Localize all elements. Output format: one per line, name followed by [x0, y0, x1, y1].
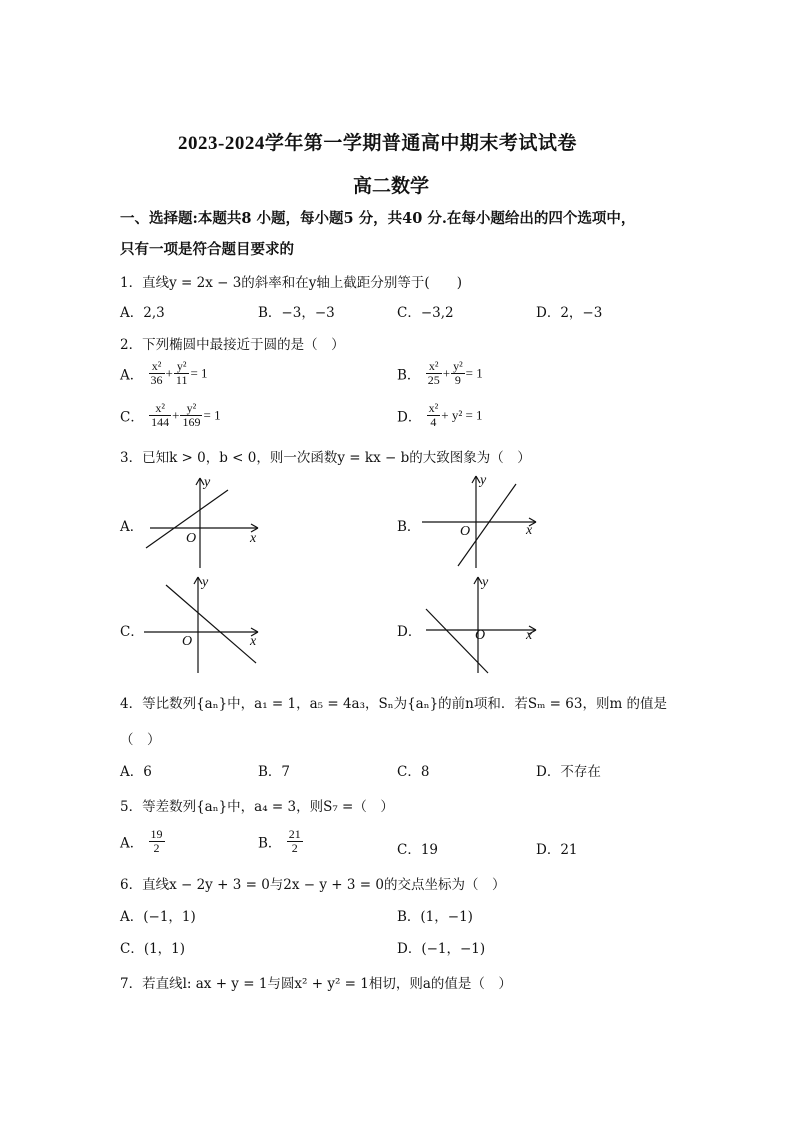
fraction [149, 360, 165, 387]
graph-d [418, 575, 548, 675]
question-5-option-d: D．21 [536, 842, 578, 858]
equation-rhs: = 1 [465, 365, 483, 381]
function-line [166, 585, 256, 663]
fraction [451, 360, 465, 387]
y-arrow [196, 478, 200, 485]
fraction [149, 828, 165, 855]
denominator: 11 [175, 373, 188, 387]
question-4-paren: （ ） [120, 732, 161, 748]
origin-label: O [475, 628, 486, 643]
question-3-label-b: B． [397, 519, 421, 535]
graph-b [418, 472, 548, 572]
plus-sign: + [442, 365, 451, 381]
option-label: A． [120, 367, 144, 384]
question-5-option-c: C．19 [397, 842, 439, 858]
y-axis-label: y [202, 575, 209, 590]
denominator: 36 [150, 373, 163, 387]
denominator: 169 [182, 415, 201, 429]
graph-a [140, 472, 270, 572]
question-1-stem: 1．直线y = 2x − 3的斜率和在y轴上截距分别等于( ) [120, 275, 462, 291]
numerator: x² [426, 360, 442, 374]
denominator: 144 [151, 415, 170, 429]
section-heading-line2: 只有一项是符合题目要求的 [120, 241, 294, 258]
fraction [287, 828, 303, 855]
question-4-stem: 4．等比数列{aₙ}中，a₁ = 1，a₅ = 4a₃，Sₙ为{aₙ}的前n项和．若Sₘ = 63，则m 的值是 [120, 696, 668, 712]
denominator: 2 [153, 841, 160, 855]
question-3-label-a: A． [120, 519, 144, 535]
question-7-stem: 7．若直线l: ax + y = 1与圆x² + y² = 1相切，则a的值是（ ） [120, 976, 512, 992]
x-axis-label: x [250, 634, 257, 649]
numerator: y² [180, 402, 202, 416]
graph-c [140, 575, 270, 675]
option-label: A． [120, 835, 144, 852]
y-axis-label: y [482, 575, 489, 590]
question-2-stem: 2．下列椭圆中最接近于圆的是（ ） [120, 337, 345, 353]
question-6-option-a: A．(−1，1) [120, 909, 196, 925]
fraction [174, 360, 190, 387]
question-4-option-d: D．不存在 [536, 764, 601, 780]
origin-label: O [182, 634, 193, 649]
option-label: B． [258, 835, 282, 852]
fraction [426, 360, 442, 387]
question-6-stem: 6．直线x − 2y + 3 = 0与2x − y + 3 = 0的交点坐标为（ ） [120, 877, 506, 893]
numerator: y² [453, 359, 463, 373]
option-label: C． [120, 409, 144, 426]
question-5-option-a [120, 828, 166, 855]
question-6-option-c: C．(1，1) [120, 941, 186, 957]
question-6-option-b: B．(1，−1) [397, 909, 473, 925]
denominator: 2 [291, 841, 298, 855]
fraction [427, 402, 441, 429]
question-5-option-b [258, 828, 304, 855]
page-title: 2023-2024学年第一学期普通高中期末考试试卷 [178, 133, 577, 154]
denominator: 9 [454, 373, 461, 387]
question-3-label-d: D． [397, 624, 422, 640]
denominator: 25 [427, 373, 440, 387]
numerator: 19 [150, 827, 163, 841]
y-arrow [472, 476, 476, 483]
numerator: x² [428, 401, 439, 415]
question-1-option-c: C．−3,2 [397, 305, 454, 321]
question-2-option-b [397, 360, 483, 387]
numerator: 21 [288, 827, 301, 841]
fraction [149, 402, 171, 429]
question-5-stem: 5．等差数列{aₙ}中，a₄ = 3，则S₇ =（ ） [120, 799, 394, 815]
equation-rhs: = 1 [190, 365, 208, 381]
y-arrow [474, 577, 478, 584]
numerator: x² [149, 360, 165, 374]
origin-label: O [460, 524, 471, 539]
question-4-option-c: C．8 [397, 764, 430, 780]
x-axis-label: x [250, 531, 257, 546]
equation-rhs: = 1 [203, 407, 221, 423]
question-2-option-c [120, 402, 221, 429]
question-1-option-a: A．2,3 [120, 305, 165, 321]
plus-sign: + [165, 365, 173, 381]
section-heading-line1: 一、选择题:本题共8 小题，每小题5 分，共40 分.在每小题给出的四个选项中， [120, 210, 636, 227]
numerator: x² [149, 402, 171, 416]
origin-label: O [186, 531, 197, 546]
question-4-option-a: A．6 [120, 764, 152, 780]
question-2-option-a [120, 360, 208, 387]
page-subtitle: 高二数学 [353, 175, 430, 197]
plus-sign: + [172, 407, 180, 423]
question-1-option-b: B．−3，−3 [258, 305, 335, 321]
y-axis-label: y [480, 473, 487, 488]
y-arrow [194, 577, 198, 584]
fraction [180, 402, 202, 429]
denominator: 4 [430, 415, 437, 429]
question-1-option-d: D．2，−3 [536, 305, 603, 321]
equation-tail: + y² = 1 [441, 407, 483, 423]
option-label: B． [397, 367, 421, 384]
x-axis-label: x [526, 628, 533, 643]
y-axis-label: y [204, 475, 211, 490]
question-6-option-d: D．(−1，−1) [397, 941, 486, 957]
numerator: y² [174, 360, 190, 374]
question-4-option-b: B．7 [258, 764, 291, 780]
question-3-stem: 3．已知k > 0，b < 0，则一次函数y = kx − b的大致图象为（ ） [120, 450, 531, 466]
x-axis-label: x [526, 523, 533, 538]
question-3-label-c: C． [120, 624, 144, 640]
question-2-option-d [397, 402, 483, 429]
option-label: D． [397, 409, 422, 426]
